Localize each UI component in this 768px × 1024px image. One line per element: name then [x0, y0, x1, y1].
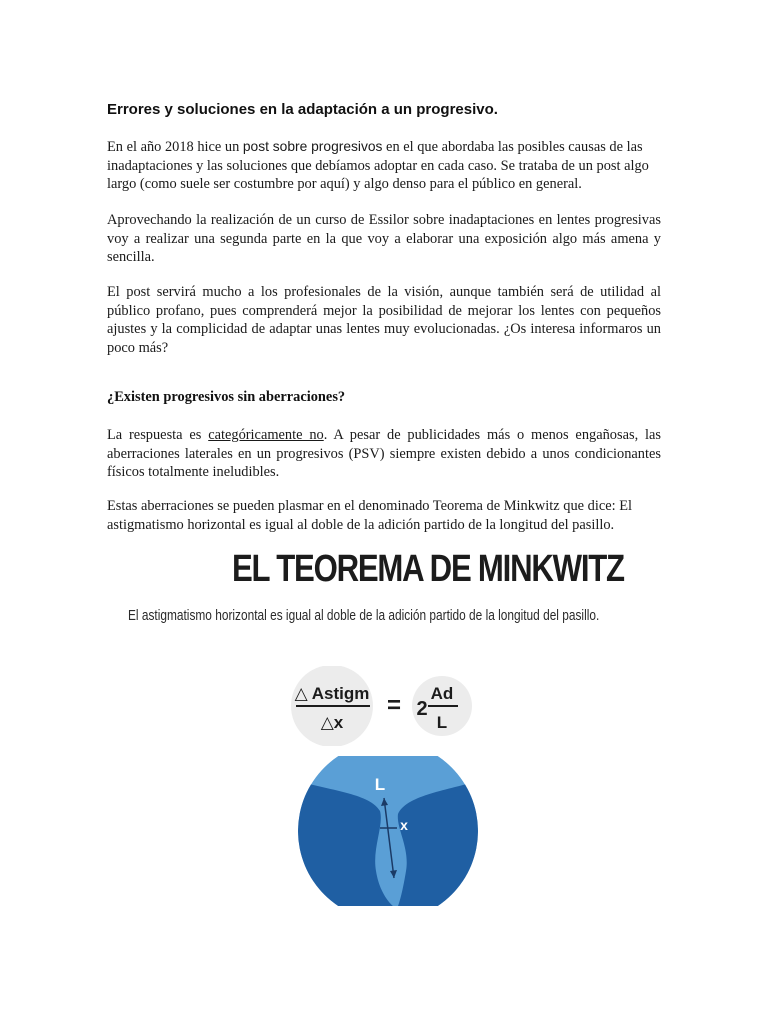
figure-title: EL TEOREMA DE MINKWITZ: [232, 548, 624, 590]
formula-equals: =: [386, 692, 402, 719]
paragraph-theorem: Estas aberraciones se pueden plasmar en el denominado Teorema de Minkwitz que dice: El astigmatismo horizontal es igual al doble de la adición partido de la longitud del pasillo.: [107, 498, 632, 533]
article-title: Errores y soluciones en la adaptación a un progresivo.: [107, 101, 498, 118]
formula-denominator-right: L: [436, 713, 448, 732]
paragraph-essilor: Aprovechando la realización de un curso de Essilor sobre inadaptaciones en lentes progresivas voy a realizar una segunda parte en la que voy a elaborar una exposición algo más amena y sencilla.: [107, 212, 661, 265]
formula-graphic: [290, 666, 480, 746]
paragraph-intro-end: en el que abordaba las posibles causas de las inadaptaciones y las soluciones que debíamos adoptar en cada caso. Se trataba de un post algo largo (como suele ser costumbre por aquí) y algo denso para el público en general.: [107, 139, 649, 192]
section-heading: ¿Existen progresivos sin aberraciones?: [107, 389, 346, 405]
paragraph-intro-start: En el año 2018 hice un: [107, 139, 243, 155]
formula-denominator-left: △x: [320, 713, 344, 732]
figure-subtitle: El astigmatismo horizontal es igual al doble de la adición partido de la longitud del pasillo.: [128, 608, 600, 624]
lens-label-length: L: [374, 775, 386, 794]
paragraph-audience: El post servirá mucho a los profesionales de la visión, aunque también será de utilidad al público profano, pues comprenderá mejor la posibilidad de mejorar los lentes con pequeños ajustes y la complicidad de adaptar unas lentes muy evolucionadas. ¿Os interesa informaros un poco más?: [107, 284, 661, 356]
formula-numerator-right: Ad: [430, 684, 454, 703]
minkwitz-figure: [120, 548, 648, 908]
paragraph-answer-start: La respuesta es: [107, 427, 209, 443]
post-link[interactable]: post sobre progresivos: [242, 139, 383, 154]
lens-label-width: x: [400, 817, 408, 833]
paragraph-answer: [107, 426, 661, 482]
formula-numerator-left: △ Astigm: [294, 684, 370, 703]
paragraph-intro: [107, 138, 661, 194]
underlined-phrase: categóricamente no: [208, 427, 324, 443]
paragraph-answer-end: . A pesar de publicidades más o menos engañosas, las aberraciones laterales en un progresivos (PSV) siempre existen debido a unos condicionantes físicos totalmente ineludibles.: [107, 427, 661, 480]
formula-coefficient: 2: [416, 698, 428, 720]
progressive-lens-diagram: [298, 756, 478, 906]
